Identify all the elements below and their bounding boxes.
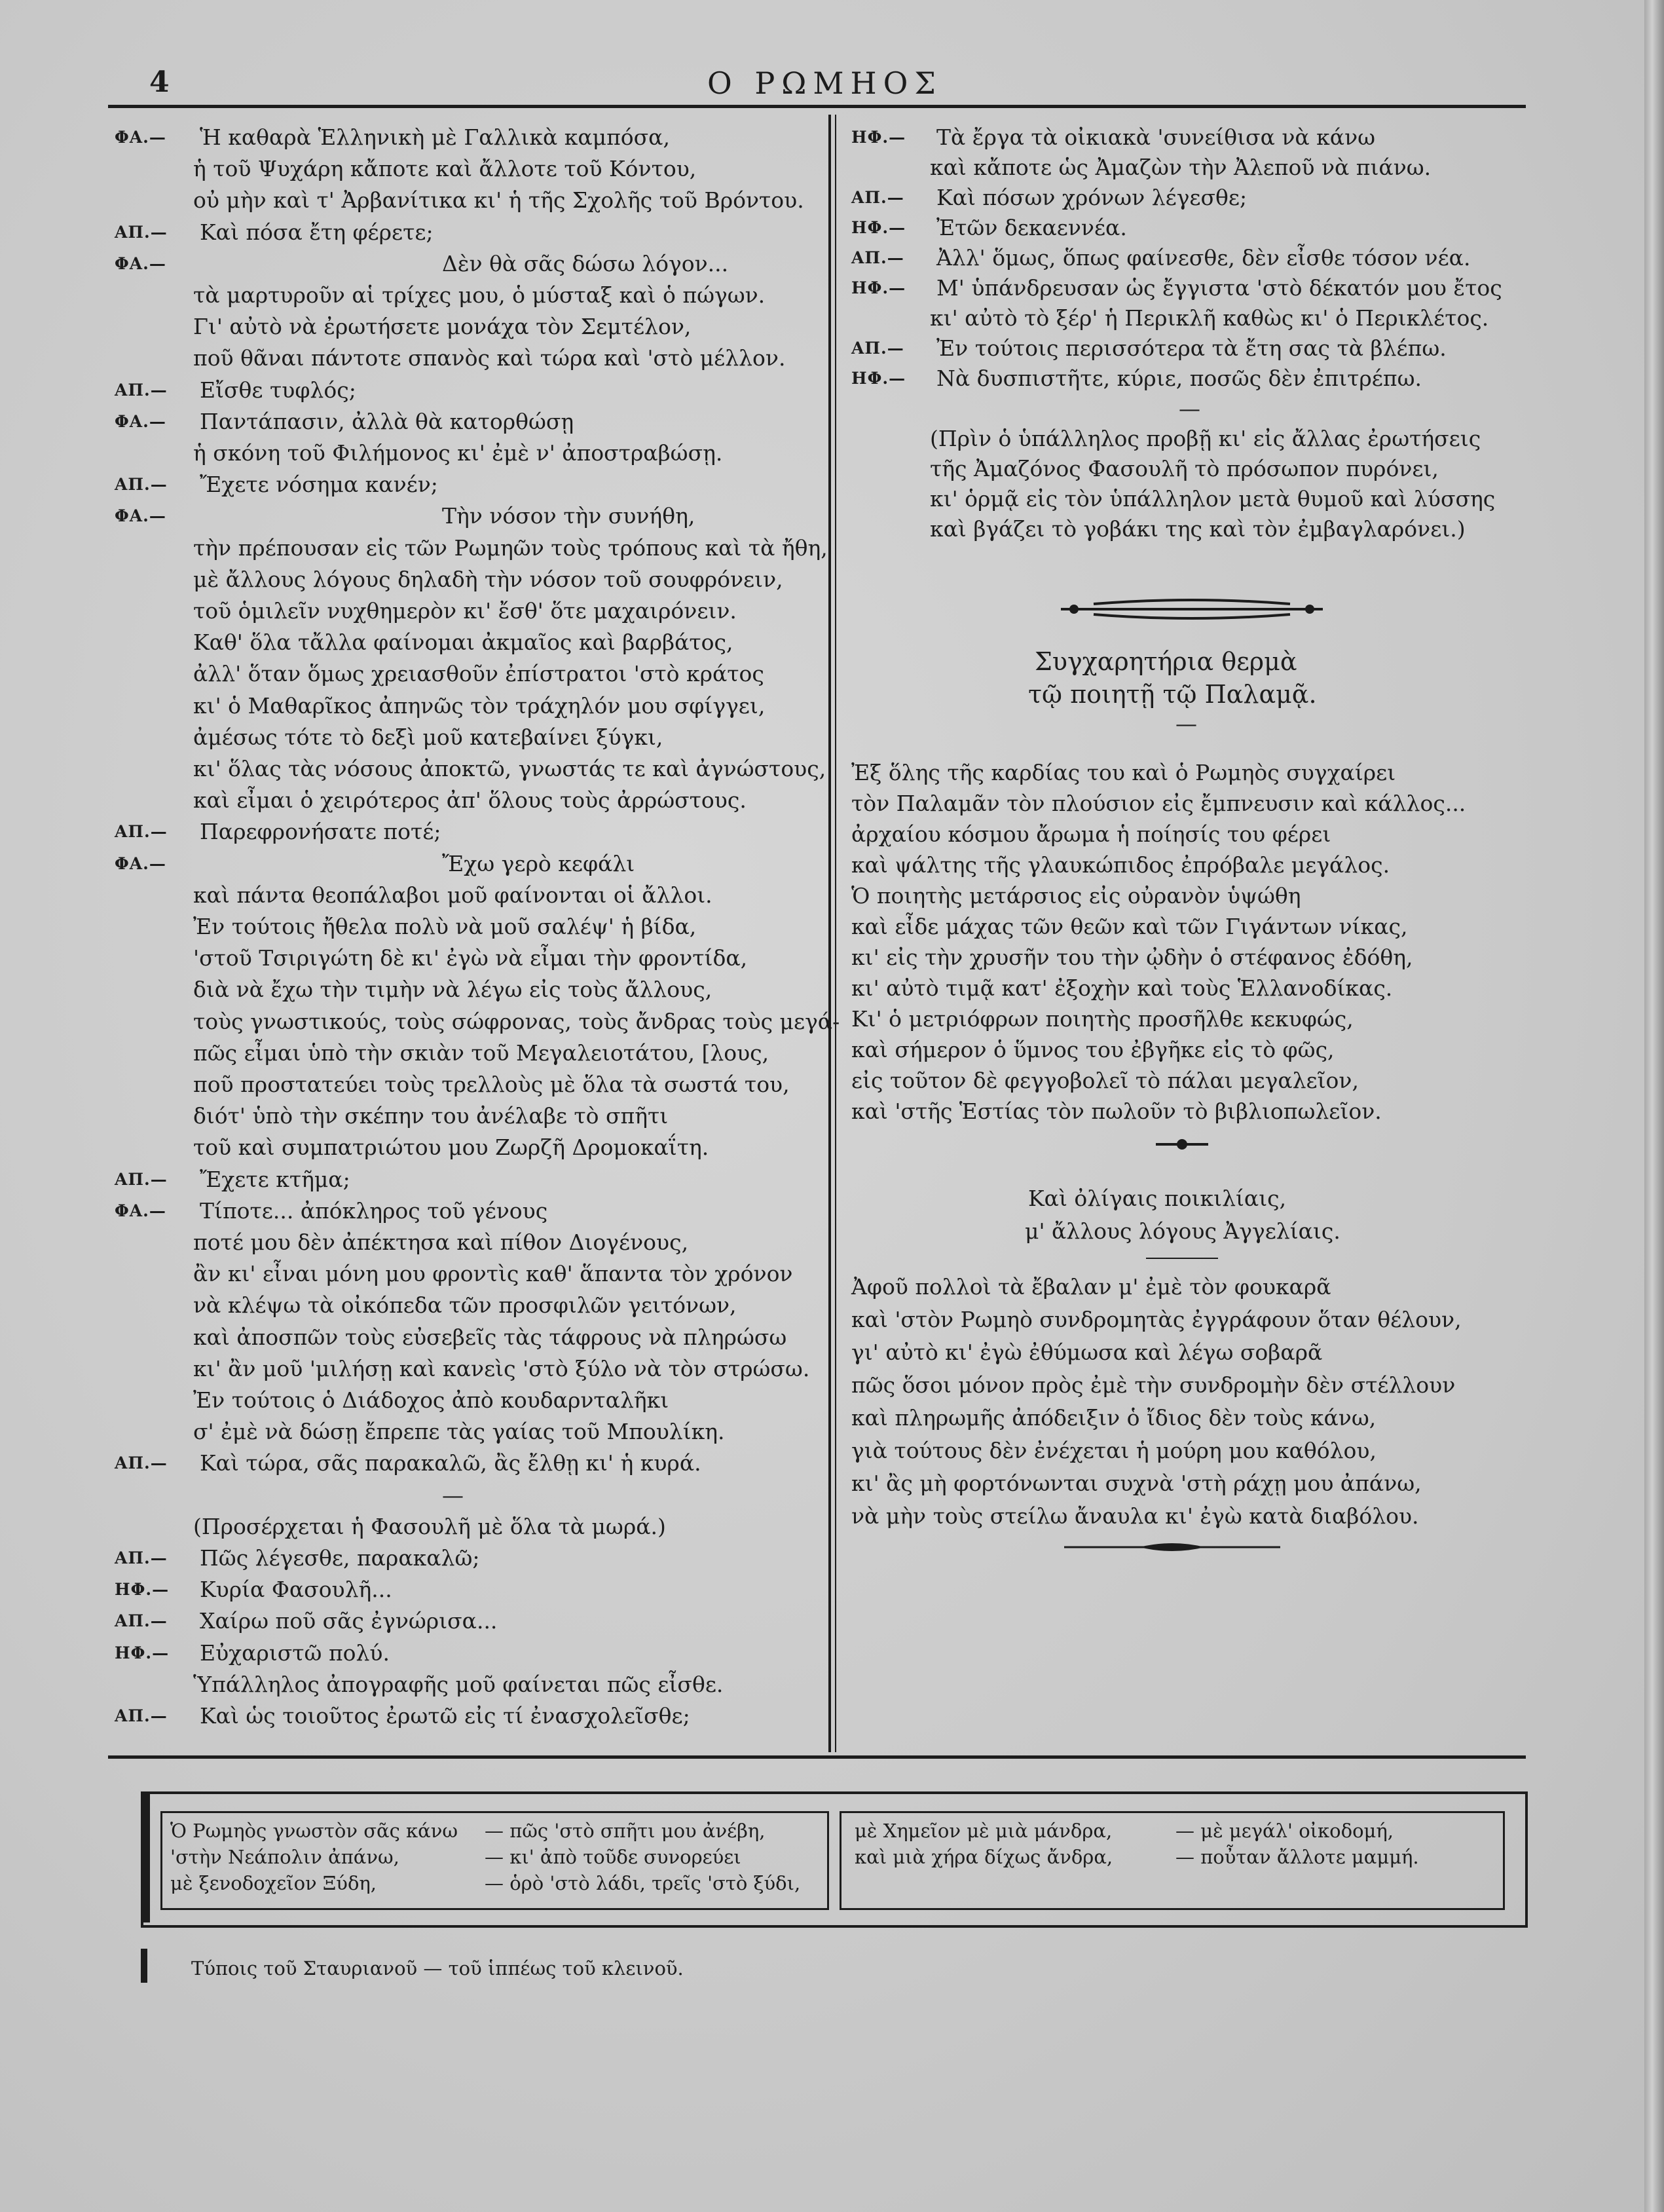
dialogue-line: κι' ὅλας τὰς νόσους ἀποκτῶ, γνωστάς τε καὶ ἀγνώστους, [193,756,826,781]
dialogue-line: καὶ εἶμαι ὁ χειρότερος ἀπ' ὅλους τοὺς ἀρρώστους. [193,787,747,814]
dialogue-line: κι' ὁρμᾷ εἰς τὸν ὑπάλληλον μετὰ θυμοῦ καὶ λύσσης [930,486,1496,512]
separator: — [1175,711,1197,736]
dialogue-line: ἀμέσως τότε τὸ δεξὶ μοῦ κατεβαίνει ξύγκι, [193,724,663,750]
advert-line: — ποὖταν ἄλλοτε μαμμή. [1175,1846,1419,1868]
dialogue-line: ποῦ προστατεύει τοὺς τρελλοὺς μὲ ὅλα τὰ σωστά του, [193,1072,790,1097]
notices-title-line2: μ' ἄλλους λόγους Ἀγγελίαις. [1025,1218,1340,1244]
notice-line: Ἀφοῦ πολλοὶ τὰ ἔβαλαν μ' ἐμὲ τὸν φουκαρᾶ [851,1274,1331,1300]
ornament-divider-icon [1054,596,1329,622]
poem-line: ἀρχαίου κόσμου ἄρωμα ἡ ποίησίς του φέρει [851,821,1331,847]
poem-line: Ἐξ ὅλης τῆς καρδίας του καὶ ὁ Ρωμηὸς συγχαίρει [851,760,1396,785]
speaker-label: ΑΠ.— [115,1453,168,1473]
dialogue-line: Τὰ ἔργα τὰ οἰκιακὰ 'συνείθισα νὰ κάνω [936,124,1376,150]
dialogue-line: Ἀλλ' ὅμως, ὅπως φαίνεσθε, δὲν εἶσθε τόσον νέα. [936,245,1471,271]
dialogue-line: σ' ἐμὲ νὰ δώσῃ ἔπρεπε τὰς γαίας τοῦ Μπουλίκη. [193,1419,725,1445]
notices-title-line1: Καὶ ὀλίγαις ποικιλίαις, [1028,1186,1287,1211]
dialogue-line: τῆς Ἀμαζόνος Φασουλῆ τὸ πρόσωπον πυρόνει, [930,456,1439,481]
poem-title-line2: τῷ ποιητῇ τῷ Παλαμᾷ. [1028,680,1317,709]
dialogue-line: Ἔχετε νόσημα κανέν; [200,472,438,498]
notice-line: νὰ μὴν τοὺς στείλω ἄναυλα κι' ἐγὼ κατὰ διαβόλου. [851,1503,1419,1529]
poem-line: τὸν Παλαμᾶν τὸν πλούσιον εἰς ἔμπνευσιν καὶ κάλλος... [851,791,1466,816]
advert-line: καὶ μιὰ χήρα δίχως ἄνδρα, [855,1846,1113,1868]
notice-line: κι' ἂς μὴ φορτόνωνται συχνὰ 'στὴ ράχῃ μου ἀπάνω, [851,1471,1422,1496]
advert-text [170,1818,1500,1903]
dialogue-line: καὶ πάντα θεοπάλαβοι μοῦ φαίνονται οἱ ἄλλοι. [193,882,712,908]
speaker-label: ΑΠ.— [115,1611,168,1631]
advert-line: — πῶς 'στὸ σπῆτι μου ἀνέβη, [485,1820,766,1842]
column-divider-double [835,115,836,1752]
poem-line: καὶ σήμερον ὁ ὕμνος του ἐβγῆκε εἰς τὸ φῶς, [851,1037,1335,1062]
speaker-label: ΦΑ.— [115,1201,166,1220]
dialogue-line: Μ' ὑπάνδρευσαν ὡς ἔγγιστα 'στὸ δέκατόν μου ἔτος [936,275,1502,301]
notice-line: καὶ πληρωμῆς ἀπόδειξιν ὁ ἴδιος δὲν τοὺς κάνω, [851,1405,1377,1431]
dialogue-line: τὴν πρέπουσαν εἰς τῶν Ρωμηῶν τοὺς τρόπους καὶ τὰ ἤθη, [193,534,828,561]
dialogue-line: Πῶς λέγεσθε, παρακαλῶ; [200,1545,480,1571]
column-divider [828,115,831,1752]
dialogue-line: μὲ ἄλλους λόγους δηλαδὴ τὴν νόσον τοῦ σουφρόνειν, [193,566,783,592]
dialogue-line: ἀλλ' ὅταν ὅμως χρειασθοῦν ἐπίστρατοι 'στὸ κράτος [193,661,764,687]
dialogue-line: διὰ νὰ ἔχω τὴν τιμὴν νὰ λέγω εἰς τοὺς ἄλλους, [193,977,712,1003]
poem-line: Ὁ ποιητὴς μετάρσιος εἰς οὐρανὸν ὑψώθη [851,883,1301,909]
dialogue-line: Κυρία Φασουλῆ... [200,1577,392,1603]
poem-line: κι' εἰς τὴν χρυσῆν του τὴν ᾠδὴν ὁ στέφανος ἐδόθη, [851,945,1413,970]
speaker-label: ΗΦ.— [851,218,906,237]
advert-line: — μὲ μεγάλ' οἰκοδομή, [1175,1820,1394,1842]
dialogue-line: ἡ σκόνη τοῦ Φιλήμονος κι' ἐμὲ ν' ἀποστραβώσῃ. [193,440,723,466]
speaker-label: ΦΑ.— [115,253,166,273]
dialogue-line: τοῦ καὶ συμπατριώτου μου Ζωρζῆ Δρομοκαΐτη. [193,1134,709,1161]
poem-line: καὶ ψάλτης τῆς γλαυκώπιδος ἐπρόβαλε μεγάλος. [851,852,1390,878]
dialogue-line: καὶ ἀποσπῶν τοὺς εὐσεβεῖς τὰς τάφρους νὰ πληρώσω [193,1324,787,1350]
speaker-label: ΦΑ.— [115,411,166,431]
separator-rule [1146,1258,1218,1259]
dialogue-line: Νὰ δυσπιστῆτε, κύριε, ποσῶς δὲν ἐπιτρέπω. [936,366,1422,391]
dialogue-line: Καὶ πόσων χρόνων λέγεσθε; [936,185,1248,210]
dialogue-line: Ἡ καθαρὰ Ἑλληνικὴ μὲ Γαλλικὰ καμπόσα, [200,124,670,150]
speaker-label: ΑΠ.— [115,1706,168,1725]
speaker-label: ΑΠ.— [851,188,904,207]
dialogue-line: Καὶ τώρα, σᾶς παρακαλῶ, ἂς ἔλθῃ κι' ἡ κυρά. [200,1450,701,1476]
dialogue-line: διότ' ὑπὸ τὴν σκέπην του ἀνέλαβε τὸ σπῆτι [193,1103,669,1129]
advert-line: — ὁρὸ 'στὸ λάδι, τρεῖς 'στὸ ξύδι, [485,1872,801,1894]
dialogue-line: καὶ κἄποτε ὡς Ἀμαζὼν τὴν Ἀλεποῦ νὰ πιάνω. [930,155,1432,180]
dialogue-line: Ἐν τούτοις περισσότερα τὰ ἔτη σας τὰ βλέπω. [936,335,1447,361]
speaker-label: ΑΠ.— [115,822,168,842]
masthead-title: Ο ΡΩΜΗΟΣ [707,66,942,101]
dialogue-line: Παντάπασιν, ἀλλὰ θὰ κατορθώσῃ [200,408,574,434]
speaker-label: ΦΑ.— [115,506,166,526]
dialogue-line: οὐ μὴν καὶ τ' Ἀρβανίτικα κι' ἡ τῆς Σχολῆς τοῦ Βρόντου. [193,187,804,214]
dialogue-line: πῶς εἶμαι ὑπὸ τὴν σκιὰν τοῦ Μεγαλειοτάτου, [λους, [193,1040,769,1066]
speaker-label: ΦΑ.— [115,128,166,147]
speaker-label: ΑΠ.— [115,222,168,242]
dialogue-line: (Προσέρχεται ἡ Φασουλῆ μὲ ὅλα τὰ μωρά.) [193,1513,666,1539]
speaker-label: ΗΦ.— [851,278,906,297]
dialogue-line: — [1179,396,1200,421]
speaker-label: ΦΑ.— [115,853,166,873]
dialogue-line: τοῦ ὁμιλεῖν νυχθημερὸν κι' ἔσθ' ὅτε μαχαιρόνειν. [193,598,737,624]
dialogue-line: Τὴν νόσον τὴν συνήθη, [442,503,695,529]
dialogue-line: κι' ὁ Μαθαρῖκος ἀπηνῶς τὸν τράχηλόν μου σφίγγει, [193,692,766,719]
dialogue-line: Ἔχετε κτῆμα; [200,1166,350,1192]
advert-line: μὲ Χημεῖον μὲ μιὰ μάνδρα, [855,1820,1113,1842]
poem-line: καὶ 'στῆς Ἑστίας τὸν πωλοῦν τὸ βιβλιοπωλεῖον. [851,1098,1382,1124]
advert-left-bar [141,1791,150,1922]
end-ornament-icon [1061,1539,1284,1555]
speaker-label: ΑΠ.— [851,248,904,267]
dialogue-line: Καὶ ὡς τοιοῦτος ἐρωτῶ εἰς τί ἐνασχολεῖσθε; [200,1703,690,1729]
poem-line: κι' αὐτὸ τιμᾷ κατ' ἐξοχὴν καὶ τοὺς Ἑλλανοδίκας. [851,975,1393,1001]
dialogue-line: ἡ τοῦ Ψυχάρη κἄποτε καὶ ἄλλοτε τοῦ Κόντου, [193,156,697,182]
notice-line: πῶς ὅσοι μόνον πρὸς ἐμὲ τὴν συνδρομὴν δὲν στέλλουν [851,1372,1456,1398]
dialogue-line: 'στοῦ Τσιριγώτη δὲ κι' ἐγὼ νὰ εἶμαι τὴν φροντίδα, [193,945,748,971]
poem-line: καὶ εἶδε μάχας τῶν θεῶν καὶ τῶν Γιγάντων νίκας, [851,914,1408,939]
dialogue-line: Τίποτε... ἀπόκληρος τοῦ γένους [200,1197,548,1224]
advert-line: Ὁ Ρωμηὸς γνωστὸν σᾶς κάνω [170,1820,458,1842]
notice-line: γι' αὐτὸ κι' ἐγὼ ἐθύμωσα καὶ λέγω σοβαρᾶ [851,1340,1323,1365]
dialogue-line: ἂν κι' εἶναι μόνη μου φροντὶς καθ' ἅπαντα τὸν χρόνον [193,1261,793,1287]
dialogue-line: Ἔχω γερὸ κεφάλι [442,850,635,876]
dialogue-line: Καὶ πόσα ἔτη φέρετε; [200,219,434,245]
dialogue-line: Εἴσθε τυφλός; [200,377,356,403]
dialogue-line: κι' ἂν μοῦ 'μιλήσῃ καὶ κανεὶς 'στὸ ξύλο νὰ τὸν στρώσω. [193,1355,810,1381]
dialogue-line: Εὐχαριστῶ πολύ. [200,1640,390,1666]
dialogue-line: τοὺς γνωστικούς, τοὺς σώφρονας, τοὺς ἄνδρας τοὺς μεγά- [193,1008,840,1034]
dialogue-line: Χαίρω ποῦ σᾶς ἐγνώρισα... [200,1608,498,1634]
dialogue-line: Παρεφρονήσατε ποτέ; [200,819,441,845]
speaker-label: ΑΠ.— [115,475,168,495]
speaker-label: ΗΦ.— [115,1643,170,1662]
dialogue-line: (Πρὶν ὁ ὑπάλληλος προβῇ κι' εἰς ἄλλας ἐρωτήσεις [930,426,1481,451]
dialogue-line: Γι' αὐτὸ νὰ ἐρωτήσετε μονάχα τὸν Σεμτέλον, [193,314,692,340]
notice-line: καὶ 'στὸν Ρωμηὸ συνδρομητὰς ἐγγράφουν ὅταν θέλουν, [851,1307,1462,1332]
speaker-label: ΑΠ.— [115,380,168,400]
speaker-label: ΗΦ.— [851,128,906,147]
small-ornament-icon [1153,1136,1211,1152]
imprint: Τύποις τοῦ Σταυριανοῦ — τοῦ ἱππέως τοῦ κλεινοῦ. [191,1957,684,1979]
dialogue-line: καὶ βγάζει τὸ γοβάκι της καὶ τὸν ἐμβαγλαρόνει.) [930,516,1466,542]
dialogue-line: Ἐν τούτοις ἤθελα πολὺ νὰ μοῦ σαλέψ' ἡ βίδα, [193,914,697,939]
page-number: 4 [149,66,170,99]
dialogue-line: ποτέ μου δὲν ἀπέκτησα καὶ πίθον Διογένους, [193,1229,689,1255]
columns-bottom-rule [108,1755,1526,1759]
right-column [851,124,1513,1749]
advert-line: 'στὴν Νεάπολιν ἀπάνω, [170,1846,399,1868]
dialogue-line: τὰ μαρτυροῦν αἱ τρίχες μου, ὁ μύσταξ καὶ ὁ πώγων. [193,282,766,308]
footer-bar [141,1949,147,1983]
dialogue-line: Ἐτῶν δεκαεννέα. [936,215,1127,240]
poem-line: Κι' ὁ μετριόφρων ποιητὴς προσῆλθε κεκυφώς, [851,1006,1354,1032]
page-edge [1644,0,1664,2212]
speaker-label: ΗΦ.— [851,369,906,388]
dialogue-line: Ὑπάλληλος ἀπογραφῆς μοῦ φαίνεται πῶς εἶσθε. [193,1671,724,1697]
notice-line: γιὰ τούτους δὲν ἐνέχεται ἡ μούρη μου καθόλου, [851,1438,1377,1463]
dialogue-line: Ἐν τούτοις ὁ Διάδοχος ἀπὸ κουδαρνταλῆκι [193,1387,669,1413]
left-column [115,124,840,1749]
dialogue-line: Καθ' ὅλα τἄλλα φαίνομαι ἀκμαῖος καὶ βαρβάτος, [193,629,733,656]
dialogue-line: κι' αὐτὸ τὸ ξέρ' ἡ Περικλῆ καθὼς κι' ὁ Περικλέτος. [930,305,1489,331]
poem-line: εἰς τοῦτον δὲ φεγγοβολεῖ τὸ πάλαι μεγαλεῖον, [851,1068,1359,1093]
speaker-label: ΑΠ.— [115,1548,168,1567]
advert-line: μὲ ξενοδοχεῖον Ξύδη, [170,1872,377,1894]
header-rule [108,105,1526,108]
speaker-label: ΑΠ.— [115,1169,168,1189]
dialogue-line: Δὲν θὰ σᾶς δώσω λόγον... [442,250,729,276]
advert-line: — κι' ἀπὸ τοῦδε συνορεύει [485,1846,741,1868]
dialogue-line: — [442,1482,464,1508]
dialogue-line: νὰ κλέψω τὰ οἰκόπεδα τῶν προσφιλῶν γειτόνων, [193,1292,737,1319]
poem-title-line1: Συγχαρητήρια θερμὰ [1035,647,1297,676]
speaker-label: ΗΦ.— [115,1580,170,1600]
dialogue-line: ποῦ θᾶναι πάντοτε σπανὸς καὶ τώρα καὶ 'στὸ μέλλον. [193,345,786,371]
speaker-label: ΑΠ.— [851,339,904,358]
